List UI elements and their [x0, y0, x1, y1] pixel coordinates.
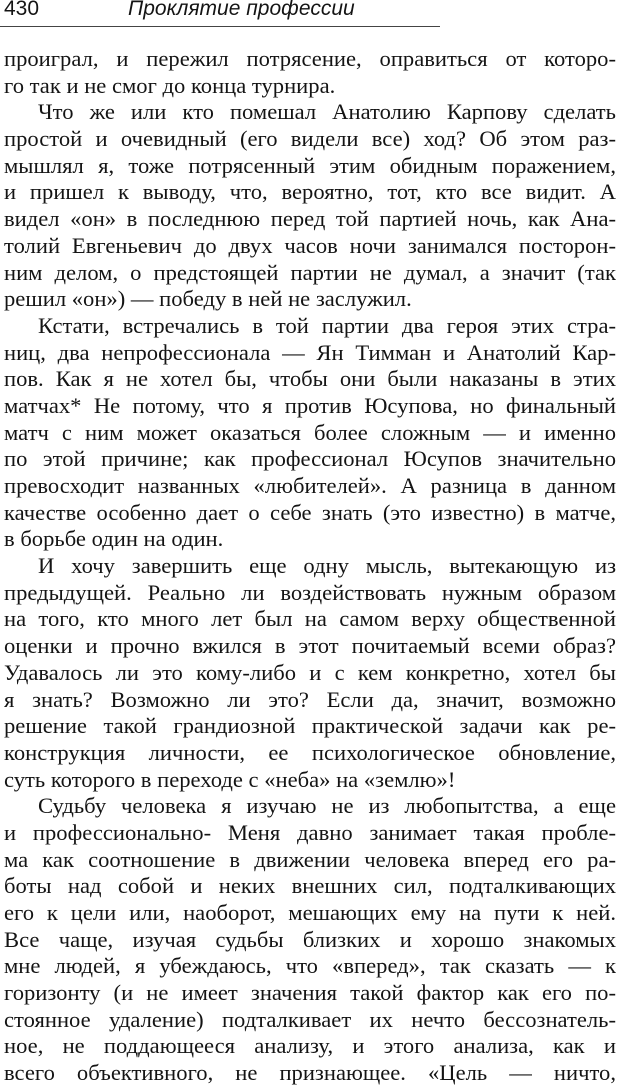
text-line: ное, не поддающееся анализу, и этого анализа, как и — [4, 1033, 616, 1059]
text-line: го так и не смог до конца турнира. — [4, 72, 336, 98]
text-line: в борьбе один на один. — [4, 526, 224, 552]
text-line: видел «он» в последнюю перед той партией ночь, как Ана- — [4, 206, 616, 232]
text-line: Кстати, встречались в той партии два героя этих стра- — [38, 312, 616, 338]
text-line: решение такой грандиозной практической задачи как ре- — [4, 713, 616, 739]
text-line: на того, кто много лет был на самом верху общественной — [4, 606, 616, 632]
text-line: суть которого в переходе с «неба» на «землю»! — [4, 766, 456, 792]
running-title: Проклятие профессии — [128, 0, 355, 20]
text-line: проиграл, и пережил потрясение, оправиться от которо- — [4, 46, 616, 71]
text-line: матч с ним может оказаться более сложным — и именно — [4, 419, 616, 445]
text-line: ма как соотношение в движении человека вперед его ра- — [4, 846, 616, 872]
text-line: Все чаще, изучая судьбы близких и хорошо знакомых — [4, 926, 616, 952]
text-line: всего объективного, не признающее. «Цель — ничто, — [4, 1060, 616, 1086]
text-line: его к цели или, наоборот, мешающих ему на пути к ней. — [4, 900, 616, 925]
text-line: и профессионально- Меня давно занимает такая пробле- — [4, 819, 616, 845]
text-line: качестве особенно дает о себе знать (это известно) в матче, — [4, 499, 616, 525]
text-line: превосходит названных «любителей». А разница в данном — [4, 473, 616, 498]
text-line: предыдущей. Реально ли воздействовать нужным образом — [4, 579, 616, 605]
text-line: оценки и прочно вжился в этот почитаемый всеми образ? — [4, 633, 616, 659]
text-line: И хочу завершить еще одну мысль, вытекающую из — [38, 553, 616, 579]
page-number: 430 — [4, 0, 40, 20]
text-line: горизонту (и не имеет значения такой фактор как его по- — [4, 980, 616, 1006]
text-line: Судьбу человека я изучаю не из любопытства, а еще — [38, 793, 616, 819]
text-line: Что же или кто помешал Анатолию Карпову сделать — [38, 99, 616, 125]
text-line: решил «он») — победу в ней не заслужил. — [4, 286, 412, 312]
text-line: матчах* Не потому, что я против Юсупова, но финальный — [4, 392, 616, 418]
text-line: ним делом, о предстоящей партии не думал, а значит (так — [4, 259, 616, 285]
text-line: мне людей, я убеждаюсь, что «вперед», так сказать — к — [4, 953, 616, 979]
text-line: конструкция личности, ее психологическое обновление, — [4, 739, 616, 765]
text-line: и пришел к выводу, что, вероятно, тот, кто все видит. А — [4, 179, 616, 205]
text-line: ниц, два непрофессионала — Ян Тимман и Анатолий Кар- — [4, 339, 616, 365]
text-line: толий Евгеньевич до двух часов ночи занимался посторон- — [4, 232, 616, 258]
running-head — [0, 0, 440, 27]
text-line: простой и очевидный (его видели все) ход? Об этом раз- — [4, 126, 616, 152]
text-line: Удавалось ли это кому-либо и с кем конкретно, хотел бы — [4, 659, 616, 685]
text-line: пов. Как я не хотел бы, чтобы они были наказаны в этих — [4, 366, 616, 392]
text-line: я знать? Возможно ли это? Если да, значит, возможно — [4, 686, 616, 712]
text-line: мышлял я, тоже потрясенный этим обидным поражением, — [4, 152, 616, 178]
text-line: стоянное удаление) подталкивает их нечто бессознатель- — [4, 1006, 616, 1032]
text-line: боты над собой и неких внешних сил, подталкивающих — [4, 873, 616, 899]
body-text — [4, 46, 616, 1087]
text-line: по этой причине; как профессионал Юсупов значительно — [4, 446, 616, 472]
